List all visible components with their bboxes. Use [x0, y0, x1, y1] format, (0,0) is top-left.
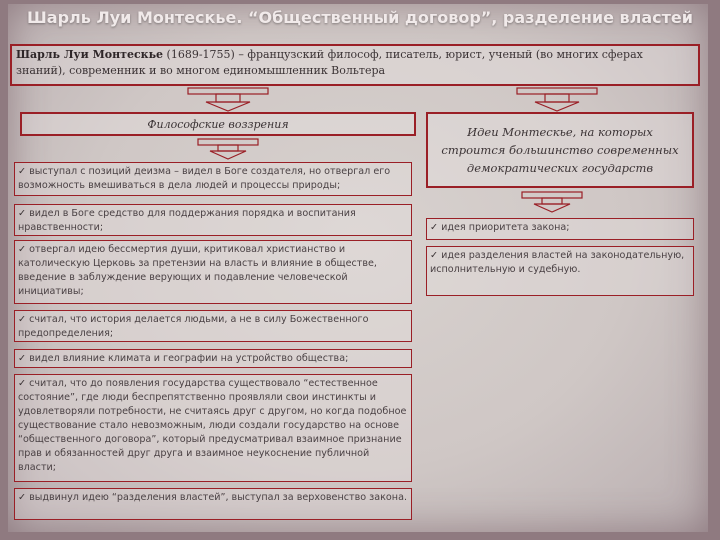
- philosophy-item-5: ✓ видел влияние климата и географии на устройство общества;: [14, 349, 412, 368]
- arrow-down-right-icon: [515, 86, 599, 112]
- page-title: Шарль Луи Монтескье. “Общественный договор”, разделение властей: [27, 8, 693, 27]
- ideas-item-2: ✓ идея разделения властей на законодательную, исполнительную и судебную.: [426, 246, 694, 296]
- checkmark-icon: ✓: [430, 250, 439, 261]
- philosophy-item-3: ✓ отвергал идею бессмертия души, критиковал христианство и католическую Церковь за претензии на власть и влияние в обществе, введение в заблуждение верующих и подавление человеческой инициативы;: [14, 240, 412, 304]
- philosophy-item-1: ✓ выступал с позиций деизма – видел в Боге создателя, но отвергал его возможность вмешиваться в дела людей и процессы природы;: [14, 162, 412, 196]
- checkmark-icon: ✓: [18, 314, 27, 325]
- arrow-down-ideas-icon: [520, 190, 584, 214]
- checkmark-icon: ✓: [430, 222, 439, 233]
- philosophy-item-7: ✓ выдвинул идею “разделения властей”, выступал за верховенство закона.: [14, 488, 412, 520]
- arrow-down-philosophy-icon: [196, 137, 260, 161]
- philosophy-heading: Философские воззрения: [20, 112, 416, 136]
- ideas-heading: Идеи Монтескье, на которых строится большинство современных демократических государств: [426, 112, 694, 188]
- ideas-item-1: ✓ идея приоритета закона;: [426, 218, 694, 240]
- checkmark-icon: ✓: [18, 353, 27, 364]
- philosophy-item-4: ✓ считал, что история делается людьми, а не в силу Божественного предопределения;: [14, 310, 412, 342]
- intro-name: Шарль Луи Монтескье: [16, 48, 164, 61]
- checkmark-icon: ✓: [18, 378, 27, 389]
- philosophy-item-6: ✓ считал, что до появления государства существовало “естественное состояние”, где люди беспрепятственно проявляли свои инстинкты и удовлетворяли потребности, не считаясь друг с другом, но когда подобное существование стало невозможным, люди создали государство на основе “общественного договора”, который предусматривал взаимное признание прав и обязанностей друг друга и взаимное неукоснение публичной власти;: [14, 374, 412, 482]
- checkmark-icon: ✓: [18, 166, 27, 177]
- checkmark-icon: ✓: [18, 208, 27, 219]
- intro-text: (1689-1755) – французский философ, писатель, юрист, ученый (во многих сферах знаний), современник и во многом единомышленник Вольтера: [16, 48, 643, 77]
- philosophy-item-2: ✓ видел в Боге средство для поддержания порядка и воспитания нравственности;: [14, 204, 412, 236]
- arrow-down-left-icon: [186, 86, 270, 112]
- checkmark-icon: ✓: [18, 492, 27, 503]
- intro-box: [10, 44, 700, 86]
- checkmark-icon: ✓: [18, 244, 27, 255]
